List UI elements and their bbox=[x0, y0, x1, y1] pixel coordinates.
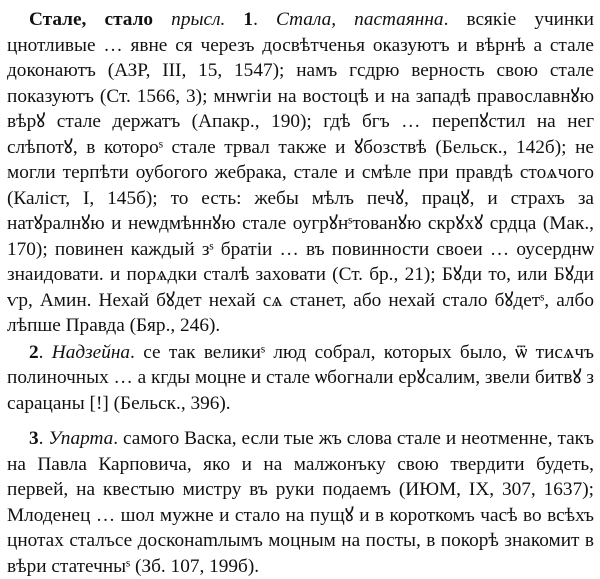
part-of-speech: прысл. bbox=[171, 9, 226, 30]
sense-number-1: 1 bbox=[243, 9, 254, 30]
sense-gloss-2: Надзейна bbox=[51, 341, 131, 363]
entry-sense-3: 3. Упарта. самого Васка, если тые жъ слова стале и неотменне, такъ на Павла Карповича, яко и на малжонъку свою твердити будеть, первей, на квестыю мистру въ руки подаемъ (ИЮМ, IX, 307, 1637); Млоденец … шол мужне и стало на пущꙋ и в короткомъ часѣ во всѣхъ цнотах сталъсе досконаmлымъ моцным на посты, в покорѣ знакомит в вѣри статечныˢ (Зб. 107, 199б). bbox=[7, 428, 594, 577]
sense-number-3: 3 bbox=[29, 428, 39, 449]
entry-sense-2: 2. Надзейна. се так великиˢ люд собрал, которых было, ѿ тисѧчъ полиночных … а кгды моцне и стале ѡбогнали ерꙋсалим, звели битвꙋ з сарацаны [!] (Бельск., 396). bbox=[7, 341, 594, 414]
sense-text-3: . самого Васка, если тые жъ слова стале и неотменне, такъ на Павла Карповича, яко и на малжонъку свою твердити будеть, первей, на квестыю мистру въ руки подаемъ (ИЮМ, IX, 307, 1637); Млоденец … шол мужне и стало на пущꙋ и в короткомъ часѣ во всѣхъ цнотах сталъсе досконаmлымъ моцным на посты, в покорѣ знакомит в вѣри статечныˢ (Зб. 107, 199б). bbox=[7, 428, 594, 577]
headword: Стале, стало bbox=[29, 9, 154, 30]
entry-sense-1: Стале, стало прысл. 1. Стала, пастаянна. всякіе учинки цнотливые … явне ся черезъ досвѣтченья оказуютъ и вѣрнѣ а стале доконаютъ (АЗР, III, 15, 1547); намъ гсдрю верность свою стале показуютъ (Ст. 1566, 3); мнѡгіи на востоцѣ и на западѣ православнꙋю вѣрꙋ стале держатъ (Апакр., 190); гдѣ бгъ … перепꙋстил на нег слѣпотꙋ, в котороˢ стале трвал также и ꙋбозствѣ (Бельск., 142б); не могли терпѣти оубогого жебрака, стале и смѣле при правдѣ стоѧчого (Каліст, I, 145б); то есть: жебы мѣлъ печꙋ, працꙋ, и страхъ за натꙋралнꙋю и неѡдмѣннꙋю стале оугрꙋнˢтованꙋю скрꙋхꙋ срдца (Мак., 170); повинен каждый зˢ братіи … въ повинности своеи … оусерднѡ знаидовати. и порѧдки сталѣ заховати (Ст. бр., 21); Бꙋди то, или Бꙋди ѵр, Амин. Нехай бꙋдет нехай сѧ станет, або нехай стало бꙋдетˢ, албо лѣпше Правда (Бяр., 246). bbox=[7, 9, 594, 336]
sense-text-2: . се так великиˢ люд собрал, которых было, ѿ тисѧчъ полиночных … а кгды моцне и стале ѡбогнали ерꙋсалим, звели битвꙋ з сарацаны [!] (Бельск., 396). bbox=[7, 341, 594, 414]
sense-number-2: 2 bbox=[29, 341, 39, 363]
sense-text-1: . всякіе учинки цнотливые … явне ся черезъ досвѣтченья оказуютъ и вѣрнѣ а стале доконаютъ (АЗР, III, 15, 1547); намъ гсдрю верность свою стале показуютъ (Ст. 1566, 3); мнѡгіи на востоцѣ и на западѣ православнꙋю вѣрꙋ стале держатъ (Апакр., 190); гдѣ бгъ … перепꙋстил на нег слѣпотꙋ, в котороˢ стале трвал также и ꙋбозствѣ (Бельск., 142б); не могли терпѣти оубогого жебрака, стале и смѣле при правдѣ стоѧчого (Каліст, I, 145б); то есть: жебы мѣлъ печꙋ, працꙋ, и страхъ за натꙋралнꙋю и неѡдмѣннꙋю стале оугрꙋнˢтованꙋю скрꙋхꙋ срдца (Мак., 170); повинен каждый зˢ братіи … въ повинности своеи … оусерднѡ знаидовати. и порѧдки сталѣ заховати (Ст. бр., 21); Бꙋди то, или Бꙋди ѵр, Амин. Нехай бꙋдет нехай сѧ станет, або нехай стало бꙋдетˢ, албо лѣпше Правда (Бяр., 246). bbox=[7, 9, 594, 336]
sense-gloss-1: Стала, пастаянна bbox=[276, 9, 444, 30]
sense-gloss-3: Упарта bbox=[48, 428, 114, 449]
